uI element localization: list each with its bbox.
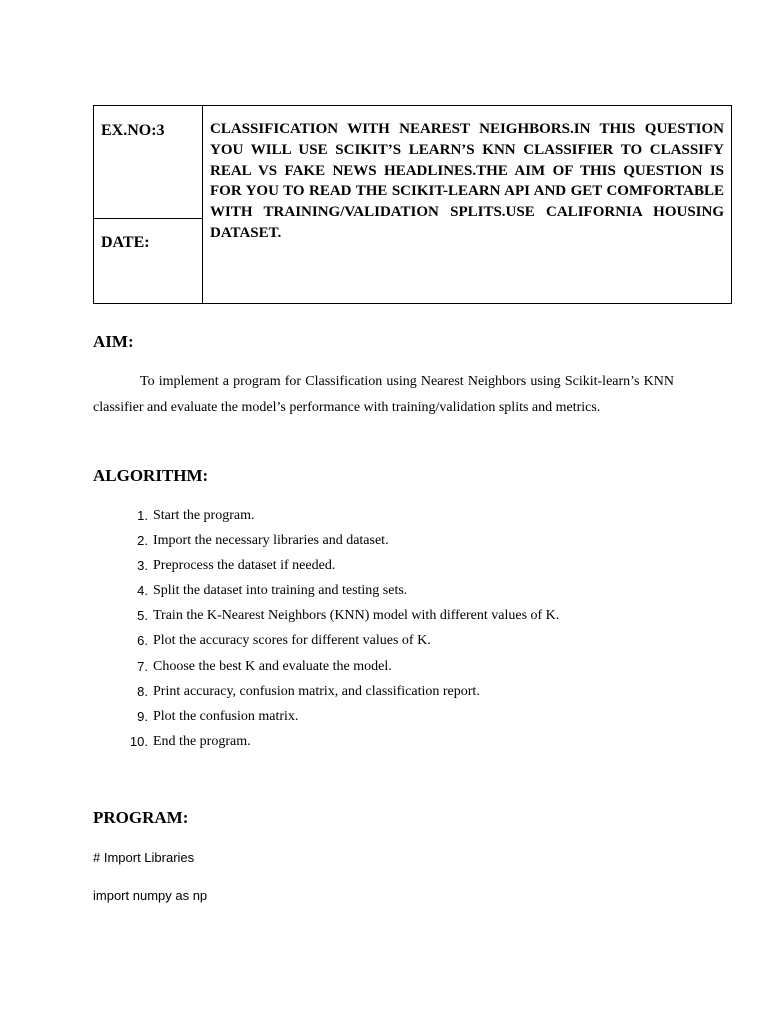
step-text: Preprocess the dataset if needed.	[153, 558, 336, 574]
algorithm-list	[93, 505, 693, 756]
list-item	[93, 555, 693, 580]
list-item	[93, 656, 693, 681]
aim-text: To implement a program for Classification using Nearest Neighbors using Scikit-learn’s KNN classifier and evaluate the model’s performance with training/validation splits and metrics.	[93, 374, 674, 415]
algorithm-heading: ALGORITHM:	[93, 466, 209, 485]
step-text: Start the program.	[153, 508, 255, 523]
step-number: 2.	[137, 533, 148, 549]
header-divider	[94, 218, 203, 219]
step-text: Train the K-Nearest Neighbors (KNN) model with different values of K.	[153, 608, 560, 624]
step-number: 3.	[137, 558, 148, 574]
step-number: 4.	[137, 583, 148, 599]
list-item	[93, 681, 693, 706]
aim-heading: AIM:	[93, 332, 134, 351]
step-number: 9.	[137, 708, 148, 724]
date-label: DATE:	[101, 234, 150, 251]
step-text: Print accuracy, confusion matrix, and classification report.	[153, 683, 480, 699]
list-item	[93, 706, 693, 731]
list-item	[93, 580, 693, 605]
exercise-title: CLASSIFICATION WITH NEAREST NEIGHBORS.IN THIS QUESTION YOU WILL USE SCIKIT’S LEARN’S KNN CLASSIFIER TO CLASSIFY REAL VS FAKE NEWS HEADLINES.THE AIM OF THIS QUESTION IS FOR YOU TO READ THE SCIKIT-LEARN API AND GET COMFORTABLE WITH TRAINING/VALIDATION SPLITS.USE CALIFORNIA HOUSING DATASET.	[210, 121, 724, 241]
step-number: 1.	[137, 508, 148, 523]
exercise-header-table	[93, 105, 732, 304]
list-item	[93, 731, 693, 756]
header-left-column	[94, 106, 203, 303]
exercise-number: EX.NO:3	[101, 122, 165, 139]
step-text: Split the dataset into training and testing sets.	[153, 583, 408, 599]
step-number: 7.	[137, 658, 148, 674]
step-text: Plot the confusion matrix.	[153, 708, 299, 724]
list-item	[93, 530, 693, 555]
list-item	[93, 505, 693, 530]
step-text: Plot the accuracy scores for different values of K.	[153, 633, 431, 649]
step-number: 8.	[137, 683, 148, 699]
step-text: End the program.	[153, 733, 251, 749]
step-text: Choose the best K and evaluate the model.	[153, 658, 392, 674]
program-heading: PROGRAM:	[93, 808, 189, 827]
code-line: import numpy as np	[93, 888, 208, 903]
step-number: 10.	[129, 733, 148, 749]
list-item	[93, 630, 693, 655]
step-text: Import the necessary libraries and dataset.	[153, 533, 389, 549]
step-number: 6.	[137, 633, 148, 649]
step-number: 5.	[137, 608, 148, 624]
code-comment-line: # Import Libraries	[93, 850, 195, 865]
list-item	[93, 605, 693, 630]
